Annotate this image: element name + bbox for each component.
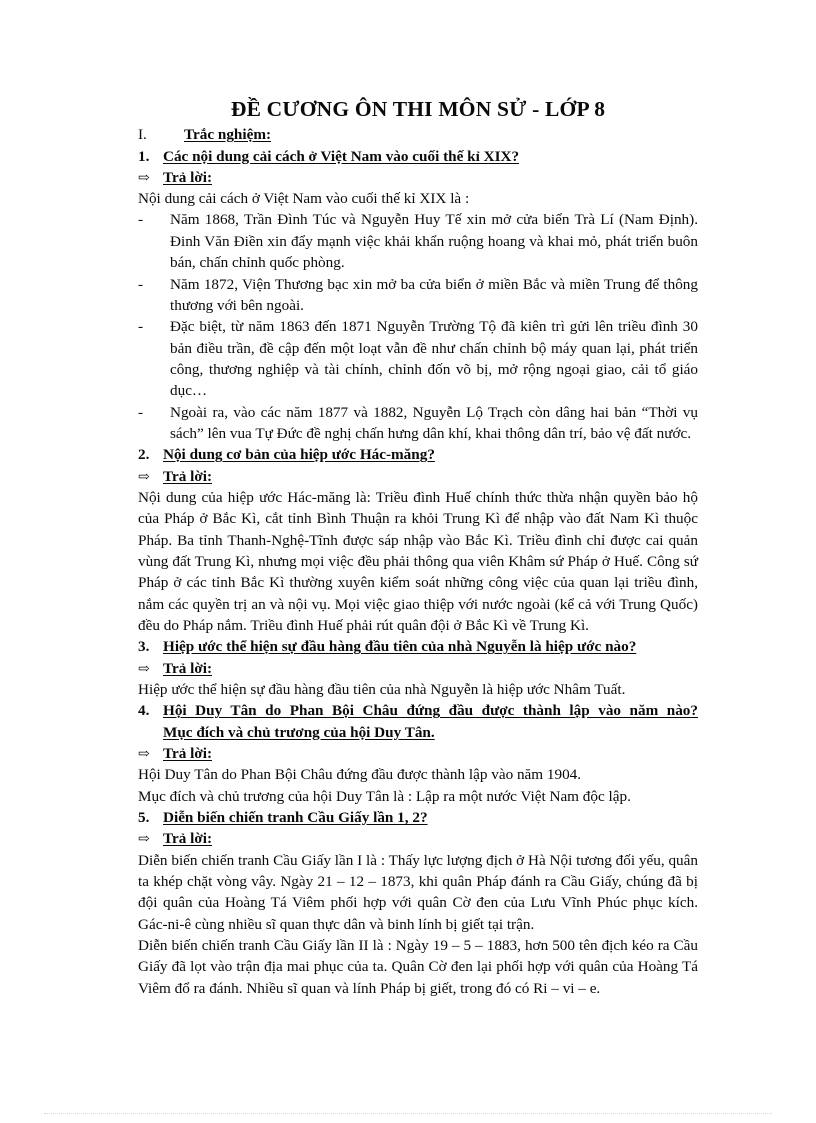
section-numeral: I. (138, 126, 147, 144)
list-item (138, 209, 698, 273)
question-number-1: 1. (138, 147, 150, 165)
page-title: ĐỀ CƯƠNG ÔN THI MÔN SỬ - LỚP 8 (230, 97, 606, 121)
list-item (138, 402, 698, 445)
list-item (138, 274, 698, 317)
list-item-text: Năm 1868, Trần Đình Túc và Nguyễn Huy Tế xin mở cửa biển Trà Lí (Nam Định). Đinh Văn Điền xin đẩy mạnh việc khải khẩn ruộng hoang và khai mỏ, phát triển buôn bán, chấn chỉnh quốc phòng. (170, 211, 698, 272)
document-body (138, 96, 698, 999)
arrow-right-icon: ⇨ (138, 832, 150, 848)
question-text-1: Các nội dung cải cách ở Việt Nam vào cuối thế kỉ XIX? (163, 147, 520, 165)
question-text-3: Hiệp ước thể hiện sự đầu hàng đầu tiên của nhà Nguyễn là hiệp ước nào? (163, 638, 637, 656)
answer-marker-1 (138, 167, 698, 188)
bullet-marker: - (138, 211, 144, 229)
bullet-marker: - (138, 318, 144, 336)
question-heading-4-cont (138, 722, 698, 743)
footer-divider (44, 1113, 772, 1115)
question-number-2: 2. (138, 446, 150, 464)
answer-label-4: Trả lời: (163, 744, 213, 762)
answer-marker-5 (138, 828, 698, 849)
question-heading-3 (138, 636, 698, 657)
answer-marker-2 (138, 466, 698, 487)
bullet-marker: - (138, 403, 144, 421)
bullet-marker: - (138, 275, 144, 293)
arrow-right-icon: ⇨ (138, 746, 150, 762)
question-text-2: Nội dung cơ bản của hiệp ước Hác-măng? (163, 446, 435, 464)
answer-label-2: Trả lời: (163, 467, 213, 485)
answer-marker-4 (138, 743, 698, 764)
answer-intro-1: Nội dung cải cách ở Việt Nam vào cuối thế kỉ XIX là : (138, 190, 470, 208)
answer-paragraph-4b: Mục đích và chủ trương của hội Duy Tân là : Lập ra một nước Việt Nam độc lập. (138, 787, 631, 805)
answer-label-1: Trả lời: (163, 168, 213, 186)
question-heading-1 (138, 146, 698, 167)
question-text-5: Diễn biến chiến tranh Cầu Giấy lần 1, 2? (163, 808, 428, 826)
arrow-right-icon: ⇨ (138, 661, 150, 677)
answer-paragraph-5a: Diễn biến chiến tranh Cầu Giấy lần I là : Thấy lực lượng địch ở Hà Nội tương đối yếu, quân ta khép chặt vòng vây. Ngày 21 – 12 – 1873, khi quân Pháp đánh ra Cầu Giấy, chúng đã bị đội quân của Hoàng Tá Viêm phối hợp với quân Cờ đen của Lưu Vĩnh Phúc phục kích. Gác-ni-ê cùng nhiều sĩ quan thực dân và binh lính bị giết tại trận. (138, 851, 698, 933)
question-number-4: 4. (138, 702, 150, 720)
question-number-5: 5. (138, 808, 150, 826)
answer-label-5: Trả lời: (163, 830, 213, 848)
question-heading-2 (138, 444, 698, 465)
question-text-4-line2: Mục đích và chủ trương của hội Duy Tân. (163, 723, 435, 741)
list-item-text: Ngoài ra, vào các năm 1877 và 1882, Nguyễn Lộ Trạch còn dâng hai bản “Thời vụ sách” lên vua Tự Đức đề nghị chấn hưng dân khí, khai thông dân trí, bảo vệ đất nước. (170, 403, 698, 443)
question-number-3: 3. (138, 638, 150, 656)
list-item-text: Đặc biệt, từ năm 1863 đến 1871 Nguyễn Trường Tộ đã kiên trì gửi lên triều đình 30 bản điều trần, đề cập đến một loạt vẫn đề như chấn chỉnh bộ máy quan lại, phát triển công, thương nghiệp và tài chính, chỉnh đốn võ bị, mở rộng ngoại giao, cải tổ giáo dục… (170, 318, 698, 400)
question-text-4-line1: Hội Duy Tân do Phan Bội Châu đứng đầu được thành lập vào năm nào? (163, 702, 698, 720)
arrow-right-icon: ⇨ (138, 170, 150, 186)
section-heading (138, 124, 698, 145)
answer-paragraph-4a: Hội Duy Tân do Phan Bội Châu đứng đầu được thành lập vào năm 1904. (138, 766, 582, 784)
answer-paragraph-3: Hiệp ước thể hiện sự đầu hàng đầu tiên của nhà Nguyễn là hiệp ước Nhâm Tuất. (138, 681, 626, 699)
list-item (138, 316, 698, 401)
answer-marker-3 (138, 658, 698, 679)
answer-label-3: Trả lời: (163, 659, 213, 677)
question-heading-5 (138, 807, 698, 828)
answer-paragraph-5b: Diễn biến chiến tranh Cầu Giấy lần II là : Ngày 19 – 5 – 1883, hơn 500 tên địch kéo ra Cầu Giấy đã lọt vào trận địa mai phục của ta. Quân Cờ đen lại phối hợp với quân của Hoàng Tá Viêm đổ ra đánh. Nhiều sĩ quan và lính Pháp bị giết, trong đó có Ri – vi – e. (138, 936, 698, 997)
section-label: Trắc nghiệm: (184, 126, 272, 144)
list-item-text: Năm 1872, Viện Thương bạc xin mở ba cửa biển ở miền Bắc và miền Trung để thông thương với bên ngoài. (170, 275, 698, 314)
question-heading-4 (138, 700, 698, 721)
arrow-right-icon: ⇨ (138, 469, 150, 485)
answer-paragraph-2: Nội dung của hiệp ước Hác-măng là: Triều đình Huế chính thức thừa nhận quyền bảo hộ của Pháp ở Bắc Kì, cắt tỉnh Bình Thuận ra khỏi Trung Kì để nhập vào đất Nam Kì thuộc Pháp. Ba tỉnh Thanh-Nghệ-Tĩnh được sáp nhập vào Bắc Kì. Triều đình chỉ được cai quản vùng đất Trung Kì, nhưng mọi việc đều phải thông qua viên Khâm sứ Pháp ở Huế. Công sứ Pháp ở các tỉnh Bắc Kì thường xuyên kiểm soát những công việc của quan lại triều đình, nắm các quyền trị an và nội vụ. Mọi việc giao thiệp với nước ngoài (kể cả với Trung Quốc) đều do Pháp nắm. Triều đình Huế phải rút quân đội ở Bắc Kì về Trung Kì. (138, 488, 698, 635)
